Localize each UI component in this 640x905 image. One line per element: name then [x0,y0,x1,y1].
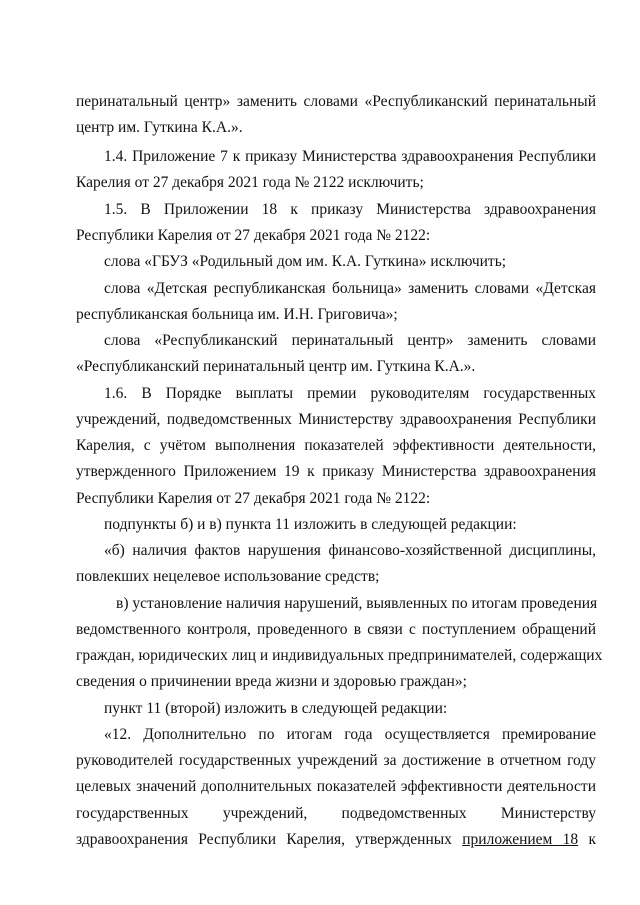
text-line: Карелия, с учётом выполнения показателей эффективности деятельности, [76,437,596,454]
text-line: в) установление наличия нарушений, выявленных по итогам проведения [116,595,598,612]
paragraph-1-5-line: 1.5. В Приложении 18 к приказу Министерства здравоохранения [104,201,596,218]
text-line: граждан, юридических лиц и индивидуальных предпринимателей, содержащих [76,647,603,664]
text-line: учреждений, подведомственных Министерству здравоохранения Республики [76,411,596,428]
text-line: пункт 11 (второй) изложить в следующей редакции: [104,700,448,717]
text-line: слова «Республиканский перинатальный центр» заменить словами [104,332,596,349]
text-segment: к [588,831,597,848]
text-line: повлекших нецелевое использование средств; [76,568,380,585]
text-line: целевых значений дополнительных показателей эффективности деятельности [76,778,596,795]
text-line: слова «ГБУЗ «Родильный дом им. К.А. Гуткина» исключить; [104,253,507,270]
text-line: «Республиканский перинатальный центр им. Гуткина К.А.». [76,358,476,375]
text-line: республиканская больница им. И.Н. Григовича»; [76,306,398,323]
text-line: ведомственного контроля, проведенного в связи с поступлением обращений [76,621,596,638]
text-line: Республики Карелия от 27 декабря 2021 года № 2122: [76,490,431,507]
text-line: утвержденного Приложением 19 к приказу Министерства здравоохранения [76,463,596,480]
paragraph-1-4-line: 1.4. Приложение 7 к приказу Министерства здравоохранения Республики [104,148,596,165]
text-line: государственных учреждений, подведомственных Министерству [76,805,596,822]
text-line: перинатальный центр» заменить словами «Республиканский перинатальный [76,93,596,110]
text-segment: здравоохранения Республики Карелия, утвержденных [76,831,452,848]
paragraph-12-line: «12. Дополнительно по итогам года осуществляется премирование [104,726,596,743]
text-line: центр им. Гуткина К.А.». [76,119,243,136]
document-link[interactable]: приложением 18 [462,831,579,848]
text-line: сведения о причинении вреда жизни и здоровью граждан»; [76,673,467,690]
text-line: слова «Детская республиканская больница» заменить словами «Детская [104,280,596,297]
paragraph-1-6-line: 1.6. В Порядке выплаты премии руководителям государственных [104,385,596,402]
text-line: «б) наличия фактов нарушения финансово-хозяйственной дисциплины, [104,542,596,559]
text-line: подпункты б) и в) пункта 11 изложить в следующей редакции: [104,516,517,533]
text-line-with-link [76,831,596,849]
text-line: руководителей государственных учреждений за достижение в отчетном году [76,752,596,769]
text-line: Карелия от 27 декабря 2021 года № 2122 исключить; [76,174,424,191]
text-line: Республики Карелия от 27 декабря 2021 года № 2122: [76,227,431,244]
